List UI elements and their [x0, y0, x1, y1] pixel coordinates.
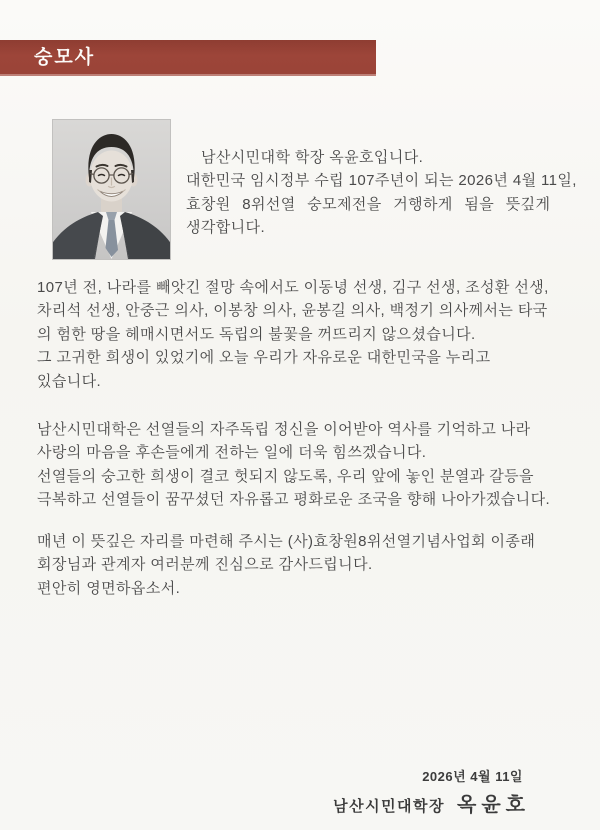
text-line: 편안히 영면하옵소서. [37, 579, 181, 597]
text-line: 107년 전, 나라를 빼앗긴 절망 속에서도 이동녕 선생, 김구 선생, 조성환 선생, [37, 279, 549, 296]
intro-paragraph [186, 146, 577, 240]
text-line: 선열들의 숭고한 희생이 결코 헛되지 않도록, 우리 앞에 놓인 분열과 갈등을 [37, 467, 534, 485]
text-line: 대한민국 임시정부 수립 107주년이 되는 2026년 4월 11일, [186, 172, 577, 190]
body-paragraph-1 [37, 276, 577, 393]
text-line: 그 고귀한 희생이 있었기에 오늘 우리가 자유로운 대한민국을 누리고 [37, 349, 491, 367]
signature-line [333, 788, 530, 817]
text-line: 사랑의 마음을 후손들에게 전하는 일에 더욱 힘쓰겠습니다. [37, 444, 427, 462]
portrait-photo-image [53, 120, 170, 259]
text-line: 의 험한 땅을 헤매시면서도 독립의 불꽃을 꺼뜨리지 않으셨습니다. [37, 325, 476, 343]
text-line: 남산시민대학은 선열들의 자주독립 정신을 이어받아 역사를 기억하고 나라 [37, 421, 531, 438]
body-paragraph-3 [37, 530, 577, 600]
date-line: 2026년 4월 11일 [422, 769, 523, 784]
text-line: 차리석 선생, 안중근 의사, 이봉창 의사, 윤봉길 의사, 백정기 의사께서는 타국 [37, 302, 548, 320]
text-line: 남산시민대학 학장 옥윤호입니다. [201, 149, 424, 166]
body-paragraph-2 [37, 418, 577, 512]
text-line: 있습니다. [37, 372, 102, 390]
page-title: 숭모사 [34, 47, 96, 68]
signer-name: 옥윤호 [457, 794, 530, 816]
text-line: 생각합니다. [186, 219, 266, 237]
text-line: 회장님과 관계자 여러분께 진심으로 감사드립니다. [37, 556, 373, 574]
text-line: 매년 이 뜻깊은 자리를 마련해 주시는 (사)효창원8위선열기념사업회 이종래 [37, 533, 536, 550]
title-bar [0, 40, 376, 76]
text-line: 효창원 8위선열 숭모제전을 거행하게 됨을 뜻깊게 [186, 195, 551, 213]
signer-title: 남산시민대학장 [333, 798, 446, 815]
portrait-photo [53, 120, 170, 259]
text-line: 극복하고 선열들이 꿈꾸셨던 자유롭고 평화로운 조국을 향해 나아가겠습니다. [37, 491, 551, 509]
